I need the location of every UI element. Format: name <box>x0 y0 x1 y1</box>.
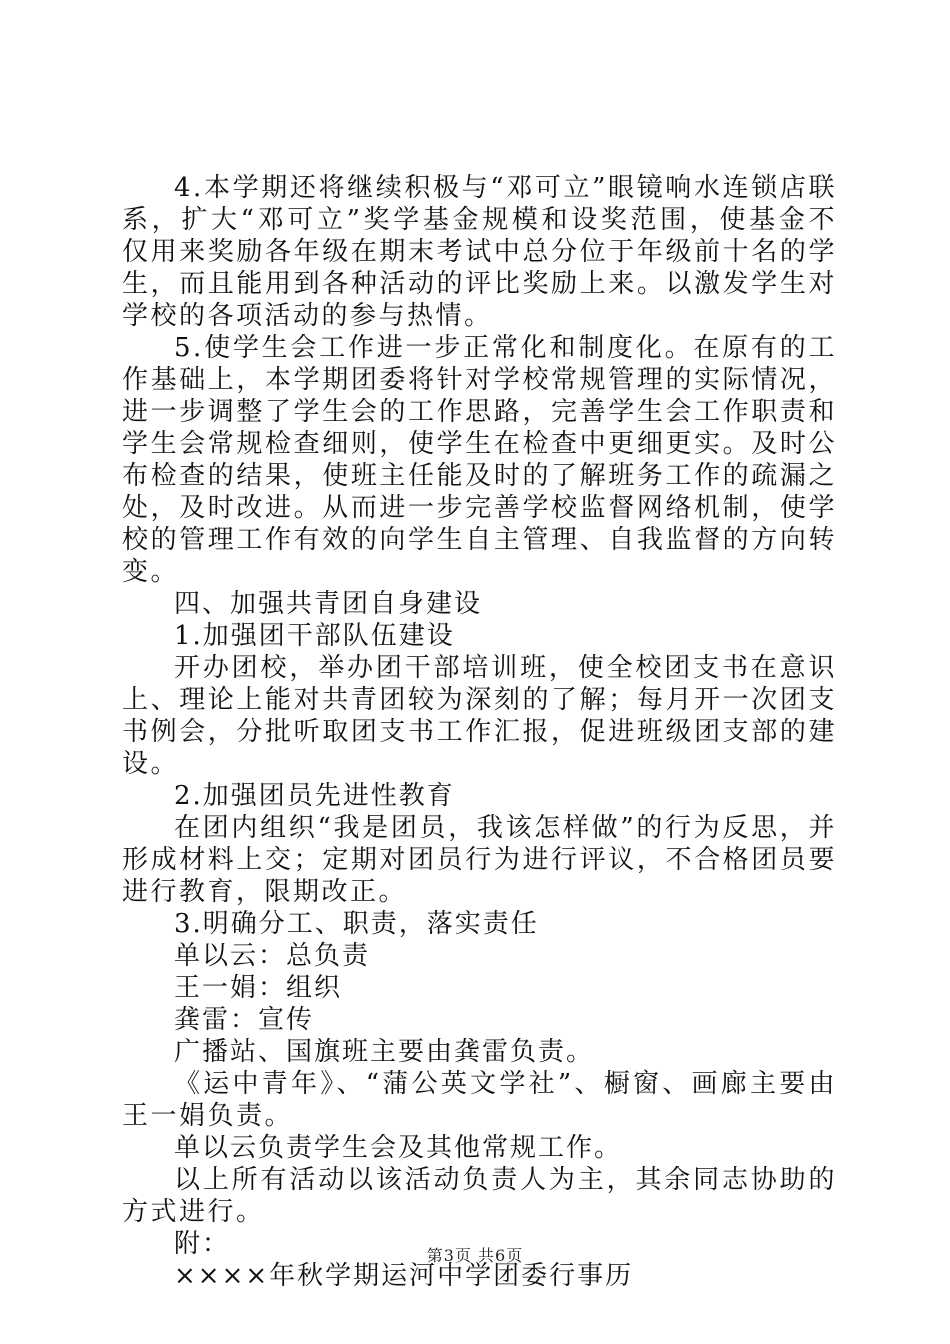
page-footer: 第3页 共6页 <box>426 1246 524 1265</box>
assignment-line-1: 单以云：总负责 <box>174 941 371 971</box>
subheading-1: 1.加强团干部队伍建设 <box>174 621 455 651</box>
assignment-line-6: 单以云负责学生会及其他常规工作。 <box>174 1133 623 1163</box>
paragraph-item-4: 4.本学期还将继续积极与“邓可立”眼镜响水连锁店联系，扩大“邓可立”奖学基金规模和设奖范围，使基金不仅用来奖励各年级在期末考试中总分位于年级前十名的学生，而且能用到各种活动的评比奖励上来。以激发学生对学校的各项活动的参与热情。 <box>122 173 837 331</box>
closing-paragraph: 以上所有活动以该活动负责人为主，其余同志协助的方式进行。 <box>122 1165 837 1227</box>
section-heading-4: 四、加强共青团自身建设 <box>174 589 483 619</box>
document-body <box>122 172 837 1292</box>
assignment-line-5: 《运中青年》、“蒲公英文学社”、橱窗、画廊主要由王一娟负责。 <box>122 1069 837 1131</box>
paragraph-team-cadre: 开办团校，举办团干部培训班，使全校团支书在意识上、理论上能对共青团较为深刻的了解；每月开一次团支书例会，分批听取团支书工作汇报，促进班级团支部的建设。 <box>122 653 837 779</box>
paragraph-item-5: 5.使学生会工作进一步正常化和制度化。在原有的工作基础上，本学期团委将针对学校常规管理的实际情况，进一步调整了学生会的工作思路，完善学生会工作职责和学生会常规检查细则，使学生在检查中更细更实。及时公布检查的结果，使班主任能及时的了解班务工作的疏漏之处，及时改进。从而进一步完善学校监督网络机制，使学校的管理工作有效的向学生自主管理、自我监督的方向转变。 <box>122 333 837 587</box>
assignment-line-3: 龚雷：宣传 <box>174 1005 315 1035</box>
appendix-label: 附： <box>174 1229 231 1259</box>
assignment-line-4: 广播站、国旗班主要由龚雷负责。 <box>174 1037 595 1067</box>
subheading-3: 3.明确分工、职责，落实责任 <box>174 909 539 939</box>
assignment-line-2: 王一娟：组织 <box>174 973 343 1003</box>
subheading-2: 2.加强团员先进性教育 <box>174 781 455 811</box>
appendix-title: ××××年秋学期运河中学团委行事历 <box>174 1261 634 1291</box>
paragraph-member-education: 在团内组织“我是团员，我该怎样做”的行为反思，并形成材料上交；定期对团员行为进行评议，不合格团员要进行教育，限期改正。 <box>122 813 837 907</box>
